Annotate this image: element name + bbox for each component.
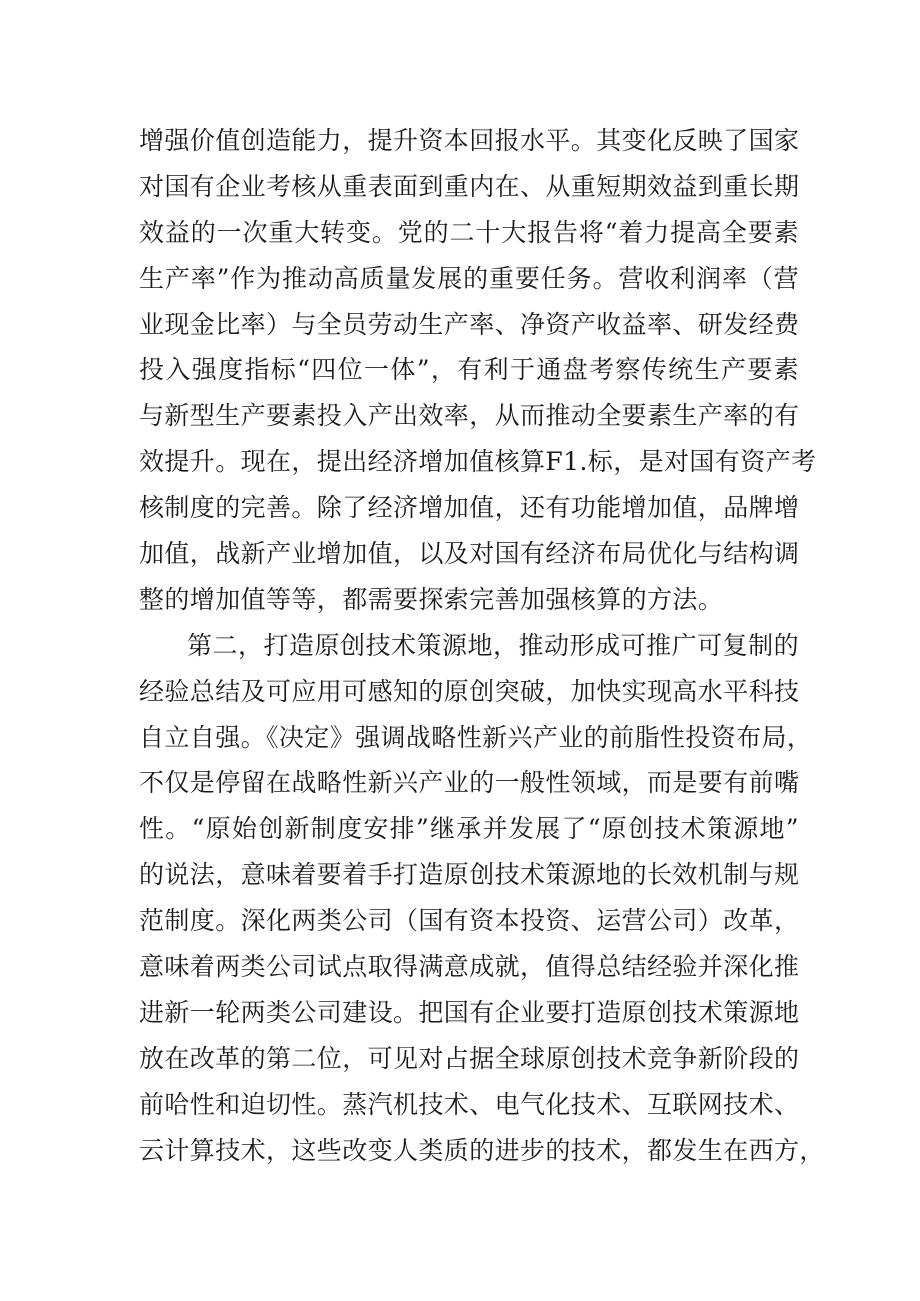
text-line: 效益的一次重大转变。党的二十大报告将“着力提高全要素	[139, 217, 799, 247]
text-line: 效提升。现在，提出经济增加值核算F1.标，是对国有资产考	[139, 447, 817, 477]
text-line: 与新型生产要素投入产出效率，从而推动全要素生产率的有	[139, 401, 800, 431]
text-line: 的说法，意味着要着手打造原创技术策源地的长效机制与规	[139, 860, 800, 890]
text-line: 范制度。深化两类公司（国有资本投资、运营公司）改革，	[139, 906, 800, 936]
text-line: 投入强度指标“四位一体”，有利于通盘考察传统生产要素	[139, 355, 799, 385]
text-line: 对国有企业考核从重表面到重内在、从重短期效益到重长期	[139, 171, 800, 201]
text-line: 加值，战新产业增加值，以及对国有经济布局优化与结构调	[139, 539, 800, 569]
text-line: 放在改革的第二位，可见对占据全球原创技术竞争新阶段的	[139, 1043, 800, 1073]
text-line: 第二，打造原创技术策源地，推动形成可推广可复制的	[187, 630, 799, 660]
text-line: 增强价值创造能力，提升资本回报水平。其变化反映了国家	[139, 126, 800, 155]
text-line: 生产率”作为推动高质量发展的重要任务。营收利润率（营	[139, 263, 799, 293]
text-line: 云计算技术，这些改变人类质的进步的技术，都发生在西方，	[139, 1135, 825, 1165]
body-text	[139, 118, 825, 1173]
text-line: 业现金比率）与全员劳动生产率、净资产收益率、研发经费	[139, 309, 800, 339]
text-line: 性。“原始创新制度安排”继承并发展了“原创技术策源地”	[139, 814, 799, 844]
text-line: 意味着两类公司试点取得满意成就，值得总结经验并深化推	[139, 952, 800, 982]
text-line: 经验总结及可应用可感知的原创突破，加快实现高水平科技	[139, 676, 800, 706]
text-line: 前哈性和迫切性。蒸汽机技术、电气化技术、互联网技术、	[139, 1089, 800, 1119]
text-line: 自立自强。《决定》强调战略性新兴产业的前脂性投资布局，	[139, 722, 813, 752]
text-line: 核制度的完善。除了经济增加值，还有功能增加值，品牌增	[139, 493, 800, 523]
text-line: 不仅是停留在战略性新兴产业的一般性领域，而是要有前嘴	[139, 768, 800, 798]
text-line: 进新一轮两类公司建设。把国有企业要打造原创技术策源地	[139, 997, 800, 1027]
text-line: 整的增加值等等，都需要探索完善加强核算的方法。	[139, 584, 724, 614]
